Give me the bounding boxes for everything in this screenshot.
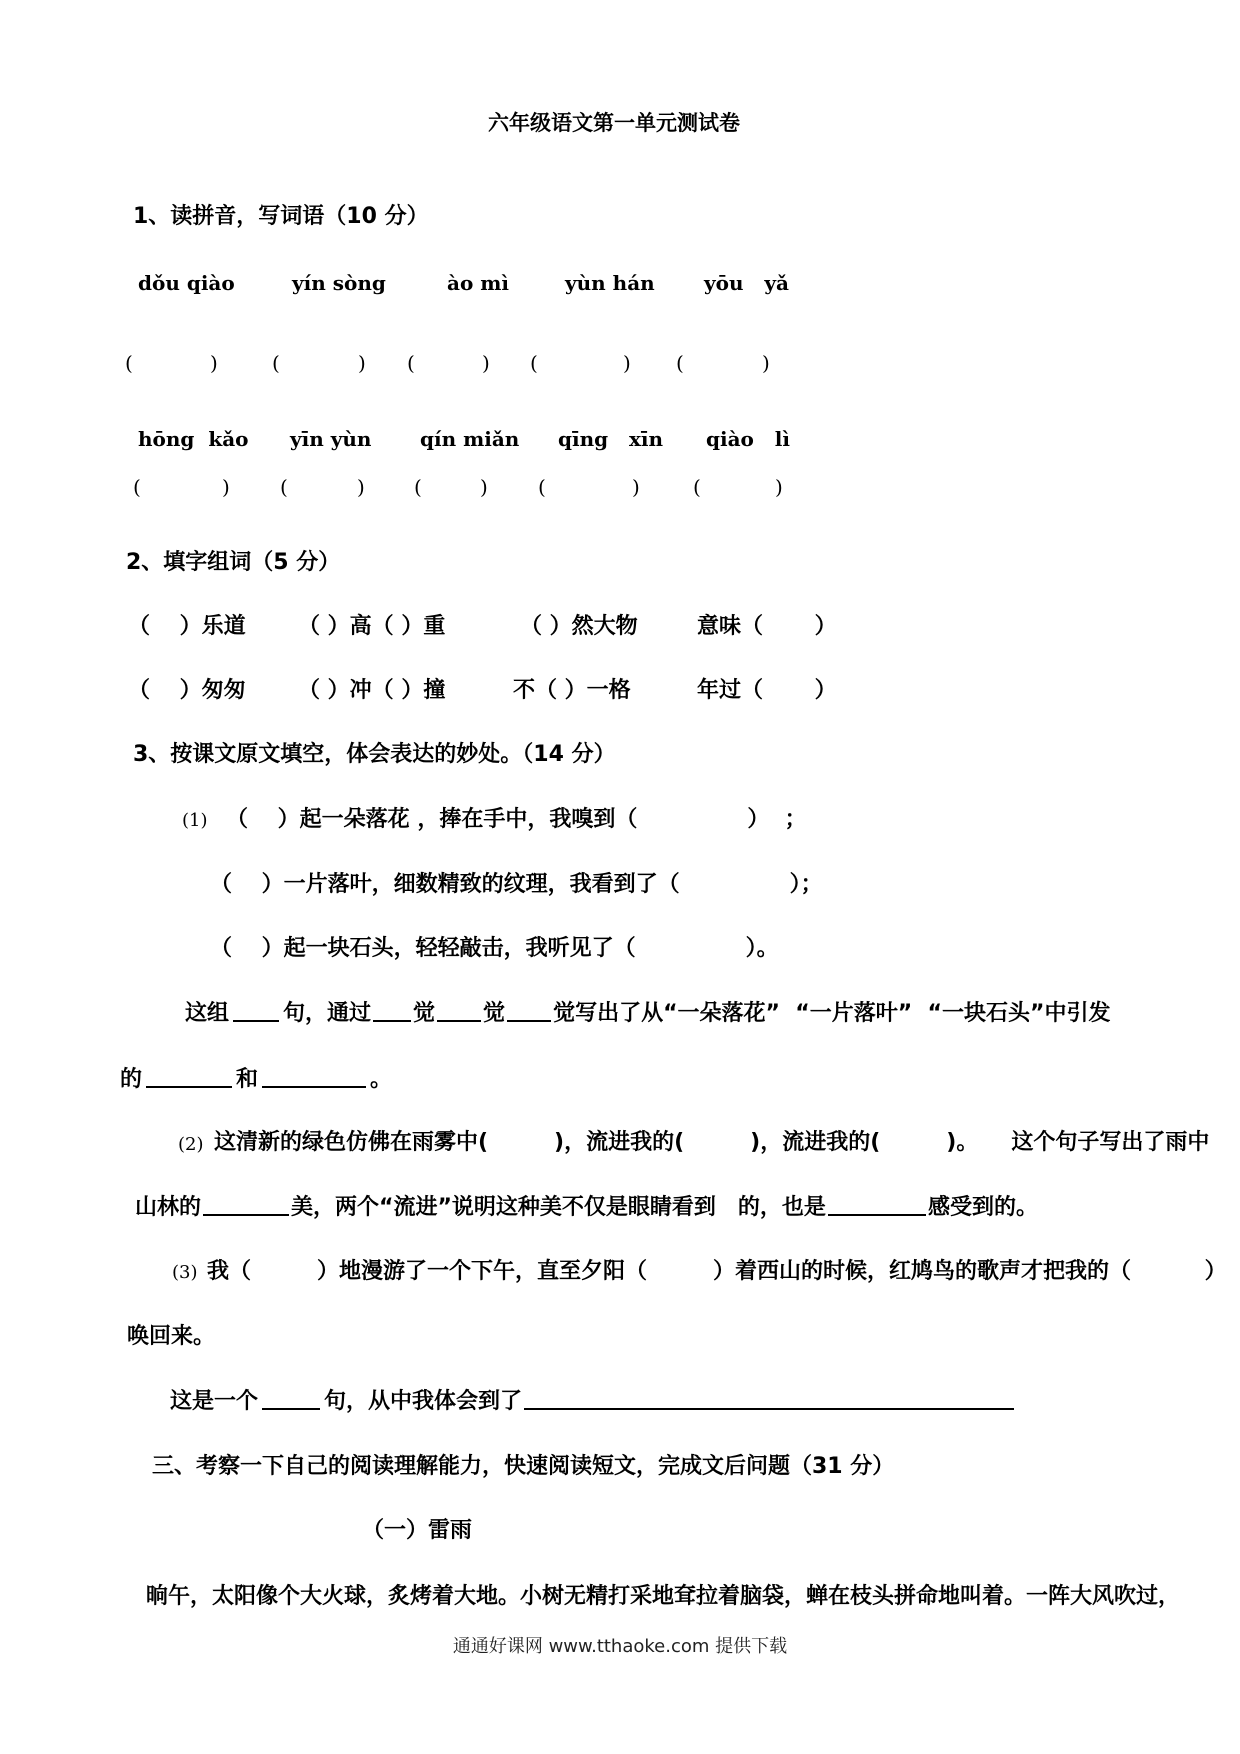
blank-line[interactable] xyxy=(233,998,279,1022)
fill-text: 这组 xyxy=(185,1001,230,1026)
paren-close: ) xyxy=(632,475,640,499)
fill-word-item: 不（ ）一格 xyxy=(513,678,631,703)
q2-line-1: 这清新的绿色仿佛在雨雾中( )，流进我的( )，流进我的( )。 这个句子写出了雨中 xyxy=(214,1130,1210,1155)
blank-line[interactable] xyxy=(146,1064,232,1088)
paren-close: ) xyxy=(222,475,230,499)
question-number: (3) xyxy=(172,1262,198,1283)
fill-word-item: （ ）匆匆 xyxy=(128,678,246,703)
fill-text: 句，通过 xyxy=(283,1001,372,1026)
paren-open: ( xyxy=(538,475,546,499)
question-number: (2) xyxy=(178,1134,204,1155)
pinyin-item: ào mì xyxy=(447,271,510,295)
pinyin-item: qīng xīn xyxy=(558,427,664,451)
paren-open: ( xyxy=(133,475,141,499)
paren-close: ) xyxy=(210,351,218,375)
paren-close: ) xyxy=(480,475,488,499)
fill-text: 的 xyxy=(120,1067,143,1092)
q1-fill-line-2 xyxy=(120,1064,392,1095)
paren-open: ( xyxy=(530,351,538,375)
pinyin-item: qiào lì xyxy=(706,427,790,451)
fill-text: 感受到的。 xyxy=(927,1195,1038,1220)
paren-close: ) xyxy=(762,351,770,375)
blank-line[interactable] xyxy=(437,998,481,1022)
passage-title: （一）雷雨 xyxy=(362,1518,473,1543)
paren-open: ( xyxy=(272,351,280,375)
paren-close: ) xyxy=(775,475,783,499)
fill-word-item: （ ）冲（ ）撞 xyxy=(298,678,446,703)
section2-heading: 2、填字组词（5 分） xyxy=(126,550,341,575)
section1-heading: 1、读拼音，写词语（10 分） xyxy=(133,204,429,229)
fill-word-item: （ ）乐道 xyxy=(128,614,246,639)
paren-close: ) xyxy=(482,351,490,375)
fill-text: 觉 xyxy=(413,1001,436,1026)
blank-line[interactable] xyxy=(828,1192,926,1216)
paren-close: ) xyxy=(357,475,365,499)
paren-close: ) xyxy=(623,351,631,375)
pinyin-item: yōu yǎ xyxy=(704,271,789,295)
pinyin-item: yīn yùn xyxy=(290,427,372,451)
fill-word-item: 年过（ ） xyxy=(697,678,837,703)
fill-text: 觉写出了从“一朵落花” “一片落叶” “一块石头”中引发 xyxy=(553,1001,1111,1026)
paren-open: ( xyxy=(125,351,133,375)
paren-open: ( xyxy=(280,475,288,499)
fill-text: 句，从中我体会到了 xyxy=(324,1389,523,1414)
paren-open: ( xyxy=(414,475,422,499)
fill-text: 。 xyxy=(370,1067,393,1092)
blank-line[interactable] xyxy=(203,1192,289,1216)
paren-close: ) xyxy=(358,351,366,375)
fill-word-item: （ ）然大物 xyxy=(520,614,638,639)
q3-line-1: 我（ ）地漫游了一个下午，直至夕阳（ ）着西山的时候，红鸠鸟的歌声才把我的（ ） xyxy=(207,1259,1227,1284)
fill-word-item: 意味（ ） xyxy=(697,614,837,639)
q3-line-2: 唤回来。 xyxy=(127,1324,216,1349)
pinyin-item: dǒu qiào xyxy=(138,271,235,295)
q1-fill-line-1 xyxy=(185,998,1110,1029)
section3-heading: 3、按课文原文填空，体会表达的妙处。（14 分） xyxy=(133,742,616,767)
passage-paragraph: 晌午，太阳像个大火球，炙烤着大地。小树无精打采地耷拉着脑袋，蝉在枝头拼命地叫着。一阵大风吹过， xyxy=(146,1584,1181,1609)
pinyin-item: hōng kǎo xyxy=(138,427,249,451)
q2-line-2 xyxy=(135,1192,1038,1223)
pinyin-item: yín sòng xyxy=(292,271,386,295)
section4-heading: 三、考察一下自己的阅读理解能力，快速阅读短文，完成文后问题（31 分） xyxy=(152,1454,895,1479)
paren-open: ( xyxy=(407,351,415,375)
blank-line[interactable] xyxy=(373,998,411,1022)
footer-text: 通通好课网 www.tthaoke.com 提供下载 xyxy=(452,1636,788,1657)
fill-text: 山林的 xyxy=(135,1195,202,1220)
blank-line[interactable] xyxy=(262,1386,320,1410)
fill-text: 美，两个“流进”说明这种美不仅是眼睛看到 的，也是 xyxy=(291,1195,826,1220)
blank-line[interactable] xyxy=(507,998,551,1022)
pinyin-item: yùn hán xyxy=(565,271,655,295)
pinyin-item: qín miǎn xyxy=(420,427,520,451)
paren-open: ( xyxy=(693,475,701,499)
fill-text: 这是一个 xyxy=(170,1389,259,1414)
q1-line-3: （ ）起一块石头，轻轻敲击，我听见了（ ）。 xyxy=(210,936,779,961)
fill-text: 和 xyxy=(236,1067,259,1092)
q3-fill-line xyxy=(170,1386,1014,1417)
fill-word-item: （ ）高（ ）重 xyxy=(298,614,446,639)
blank-line[interactable] xyxy=(524,1386,1014,1410)
q1-line-2: （ ）一片落叶，细数精致的纹理，我看到了（ ）； xyxy=(210,872,823,897)
q1-line-1: （ ）起一朵落花 ，捧在手中，我嗅到（ ） ； xyxy=(226,807,807,832)
fill-text: 觉 xyxy=(483,1001,506,1026)
page-title: 六年级语文第一单元测试卷 xyxy=(488,111,740,135)
paren-open: ( xyxy=(676,351,684,375)
blank-line[interactable] xyxy=(262,1064,366,1088)
question-number: (1) xyxy=(182,810,208,831)
